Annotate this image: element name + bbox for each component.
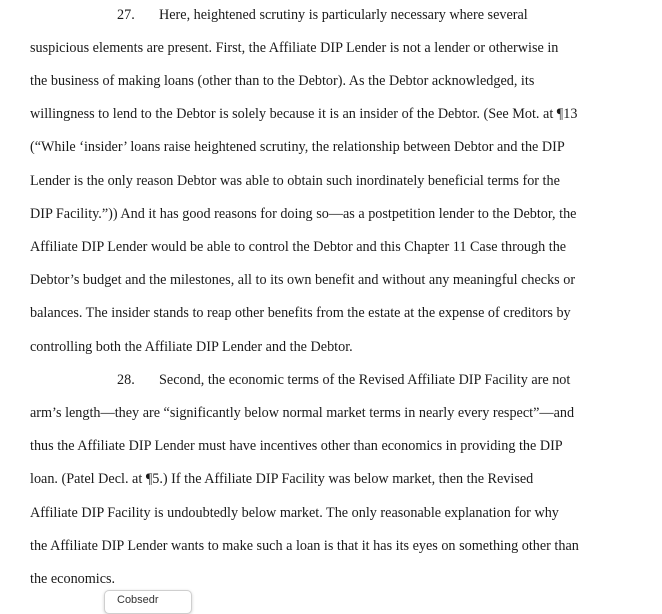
- paragraph-28-line-3: thus the Affiliate DIP Lender must have incentives other than economics in providing the DIP: [30, 438, 563, 454]
- paragraph-27-line-10: balances. The insider stands to reap other benefits from the estate at the expense of creditors by: [30, 305, 571, 321]
- paragraph-number: 28.: [117, 372, 135, 388]
- paragraph-27-line-5: (“While ‘insider’ loans raise heightened scrutiny, the relationship between Debtor and the DIP: [30, 139, 565, 155]
- bottom-popup-button[interactable]: [104, 590, 192, 614]
- paragraph-text: Here, heightened scrutiny is particularly necessary where several: [159, 7, 528, 23]
- paragraph-27-line-7: DIP Facility.”)) And it has good reasons for doing so—as a postpetition lender to the Debtor, the: [30, 206, 577, 222]
- paragraph-28-line-2: arm’s length—they are “significantly below normal market terms in nearly every respect”—and: [30, 405, 575, 421]
- paragraph-27-line-3: the business of making loans (other than to the Debtor). As the Debtor acknowledged, its: [30, 73, 535, 89]
- paragraph-28-line-7: the economics.: [30, 571, 116, 587]
- popup-label: Cobsedr: [117, 594, 159, 606]
- paragraph-27-line-6: Lender is the only reason Debtor was able to obtain such inordinately beneficial terms for the: [30, 173, 560, 189]
- paragraph-27-line-1: [117, 6, 528, 24]
- paragraph-text: Second, the economic terms of the Revised Affiliate DIP Facility are not: [159, 372, 571, 388]
- paragraph-28-line-5: Affiliate DIP Facility is undoubtedly below market. The only reasonable explanation for why: [30, 505, 559, 521]
- paragraph-28-line-1: [117, 371, 570, 389]
- paragraph-27-line-8: Affiliate DIP Lender would be able to control the Debtor and this Chapter 11 Case through the: [30, 239, 567, 255]
- paragraph-28-line-4: loan. (Patel Decl. at ¶5.) If the Affiliate DIP Facility was below market, then the Revised: [30, 471, 534, 487]
- paragraph-27-line-2: suspicious elements are present. First, the Affiliate DIP Lender is not a lender or otherwise in: [30, 40, 559, 56]
- paragraph-27-line-11: controlling both the Affiliate DIP Lender and the Debtor.: [30, 339, 353, 355]
- paragraph-27-line-4: willingness to lend to the Debtor is solely because it is an insider of the Debtor. (See Mot. at ¶13: [30, 106, 578, 122]
- paragraph-number: 27.: [117, 7, 135, 23]
- paragraph-27-line-9: Debtor’s budget and the milestones, all to its own benefit and without any meaningful checks or: [30, 272, 576, 288]
- paragraph-28-line-6: the Affiliate DIP Lender wants to make such a loan is that it has its eyes on something other than: [30, 538, 579, 554]
